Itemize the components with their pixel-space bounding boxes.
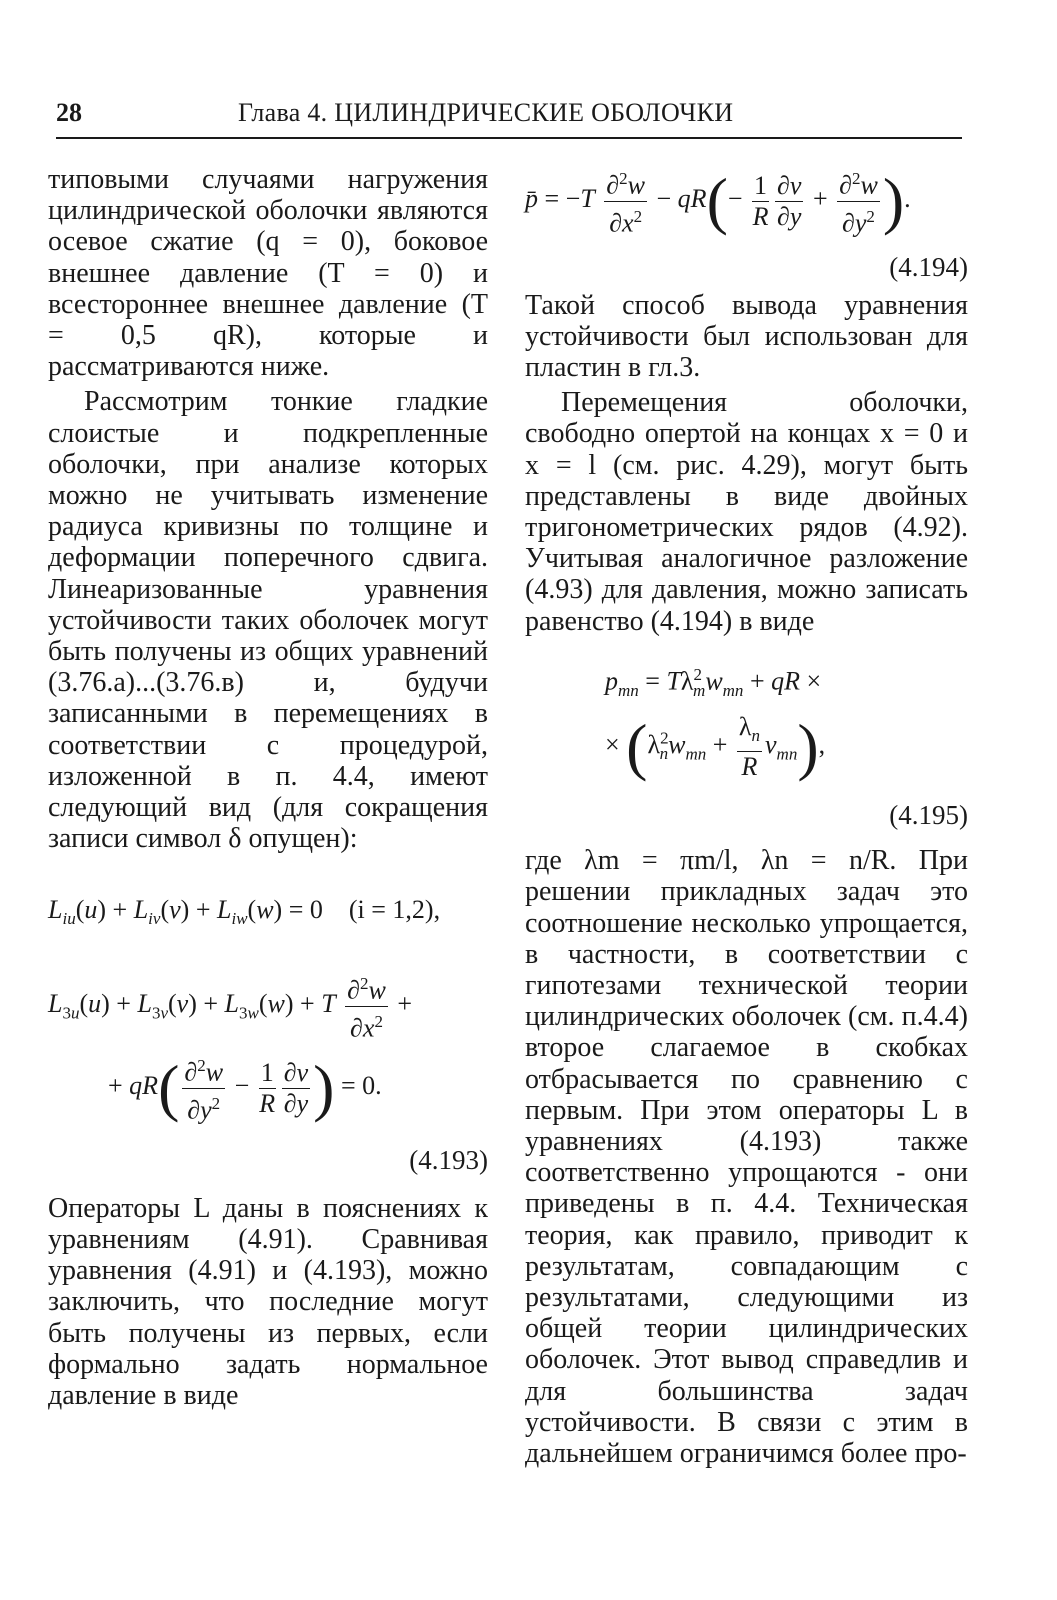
right-paragraph-3: где λm = πm/l, λn = n/R. При решении прикладных задач это соотношение несколько упрощается, в частности, в соответствии с гипотезами технической теории цилиндрических оболочек (см. п.4.4) второе слагаемое в скобках отбрасывается по сравнению с первым. При этом операторы L в уравнениях (4.193) также соответственно упрощаются - они приведены в п. 4.4. Техническая теория, как правило, приводит к результатам, совпадающим с результатами, следующими из общей теории цилиндрических оболочек. Этот вывод справедлив и для большинства задач устойчивости. В связи с этим в дальнейшем ограничимся более про-	[525, 845, 968, 1470]
equation-4-193-line-2: $L_{3u}(u) + L_{3v}(v) + L_{3w}(w) + T$ $\frac{\partial^2w}{\partial x^2}$ +	[48, 969, 488, 1043]
equation-number-4-194: (4.194)	[889, 252, 968, 283]
equation-4-195-line-1: $p_{mn} = T\lambda^2_mw_{mn}$ + qR ×	[605, 664, 822, 700]
right-paragraph-2: Перемещения оболочки, свободно опертой на концах x = 0 и x = l (см. рис. 4.29), могут быть представлены в виде двойных тригонометрических рядов (4.92). Учитывая аналогичное разложение (4.93) для давления, можно записать равенство (4.194) в виде	[525, 387, 968, 637]
right-paragraph-1: Такой способ вывода уравнения устойчивости был использован для пластин в гл.3.	[525, 289, 968, 383]
page-number: 28	[56, 98, 82, 127]
equation-condition: (i = 1,2),	[348, 895, 441, 925]
header-rule	[56, 137, 962, 139]
equation-number-4-193: (4.193)	[409, 1145, 488, 1176]
left-paragraph-3: Операторы L даны в пояснениях к уравнениям (4.91). Сравнивая уравнения (4.91) и (4.193), можно заключить, что последние могут быть получены из первых, если формально задать нормальное давление в виде	[48, 1192, 488, 1411]
equation-4-193-line-3: + qR( $\frac{\partial^2w}{\partial y^2}$ − $\frac{1}{R}$ $\frac{\partial v}{\partial y}$ ) = 0.	[108, 1052, 382, 1125]
right-column	[525, 164, 968, 1469]
equation-4-195-line-2: × ($\lambda^2_nw_{mn}$ + $\frac{\lambda_n}{R}$ $v_{mn}$),	[605, 710, 826, 782]
running-title: Глава 4. ЦИЛИНДРИЧЕСКИЕ ОБОЛОЧКИ	[238, 98, 734, 127]
equation-4-193-line-1: $L_{iu}(u) + L_{iv}(v) + L_{iw}(w) = 0$ (i = 1,2),	[48, 895, 441, 929]
left-paragraph-2: Рассмотрим тонкие гладкие слоистые и подкрепленные оболочки, при анализе которых можно не учитывать изменение радиуса кривизны по толщине и деформации поперечного сдвига. Линеаризованные уравнения устойчивости таких оболочек могут быть получены из общих уравнений (3.76.а)...(3.76.в) и, будучи записанными в перемещениях в соответствии с процедурой, изложенной в п. 4.4, имеют следующий вид (для сокращения записи символ δ опущен):	[48, 386, 488, 855]
left-column	[48, 164, 488, 1411]
equation-4-194: p̄ = −T $\frac{\partial^2w}{\partial x^2}$ − qR(− $\frac{1}{R}$ $\frac{\partial v}{\partial y}$ + $\frac{\partial^2w}{\partial y^2}$ ).	[525, 165, 911, 238]
equation-number-4-195: (4.195)	[889, 799, 968, 830]
left-paragraph-1: типовыми случаями нагружения цилиндрической оболочки являются осевое сжатие (q = 0), боковое внешнее давление (T = 0) и всестороннее внешнее давление (T = 0,5 qR), которые и рассматриваются ниже.	[48, 164, 488, 383]
